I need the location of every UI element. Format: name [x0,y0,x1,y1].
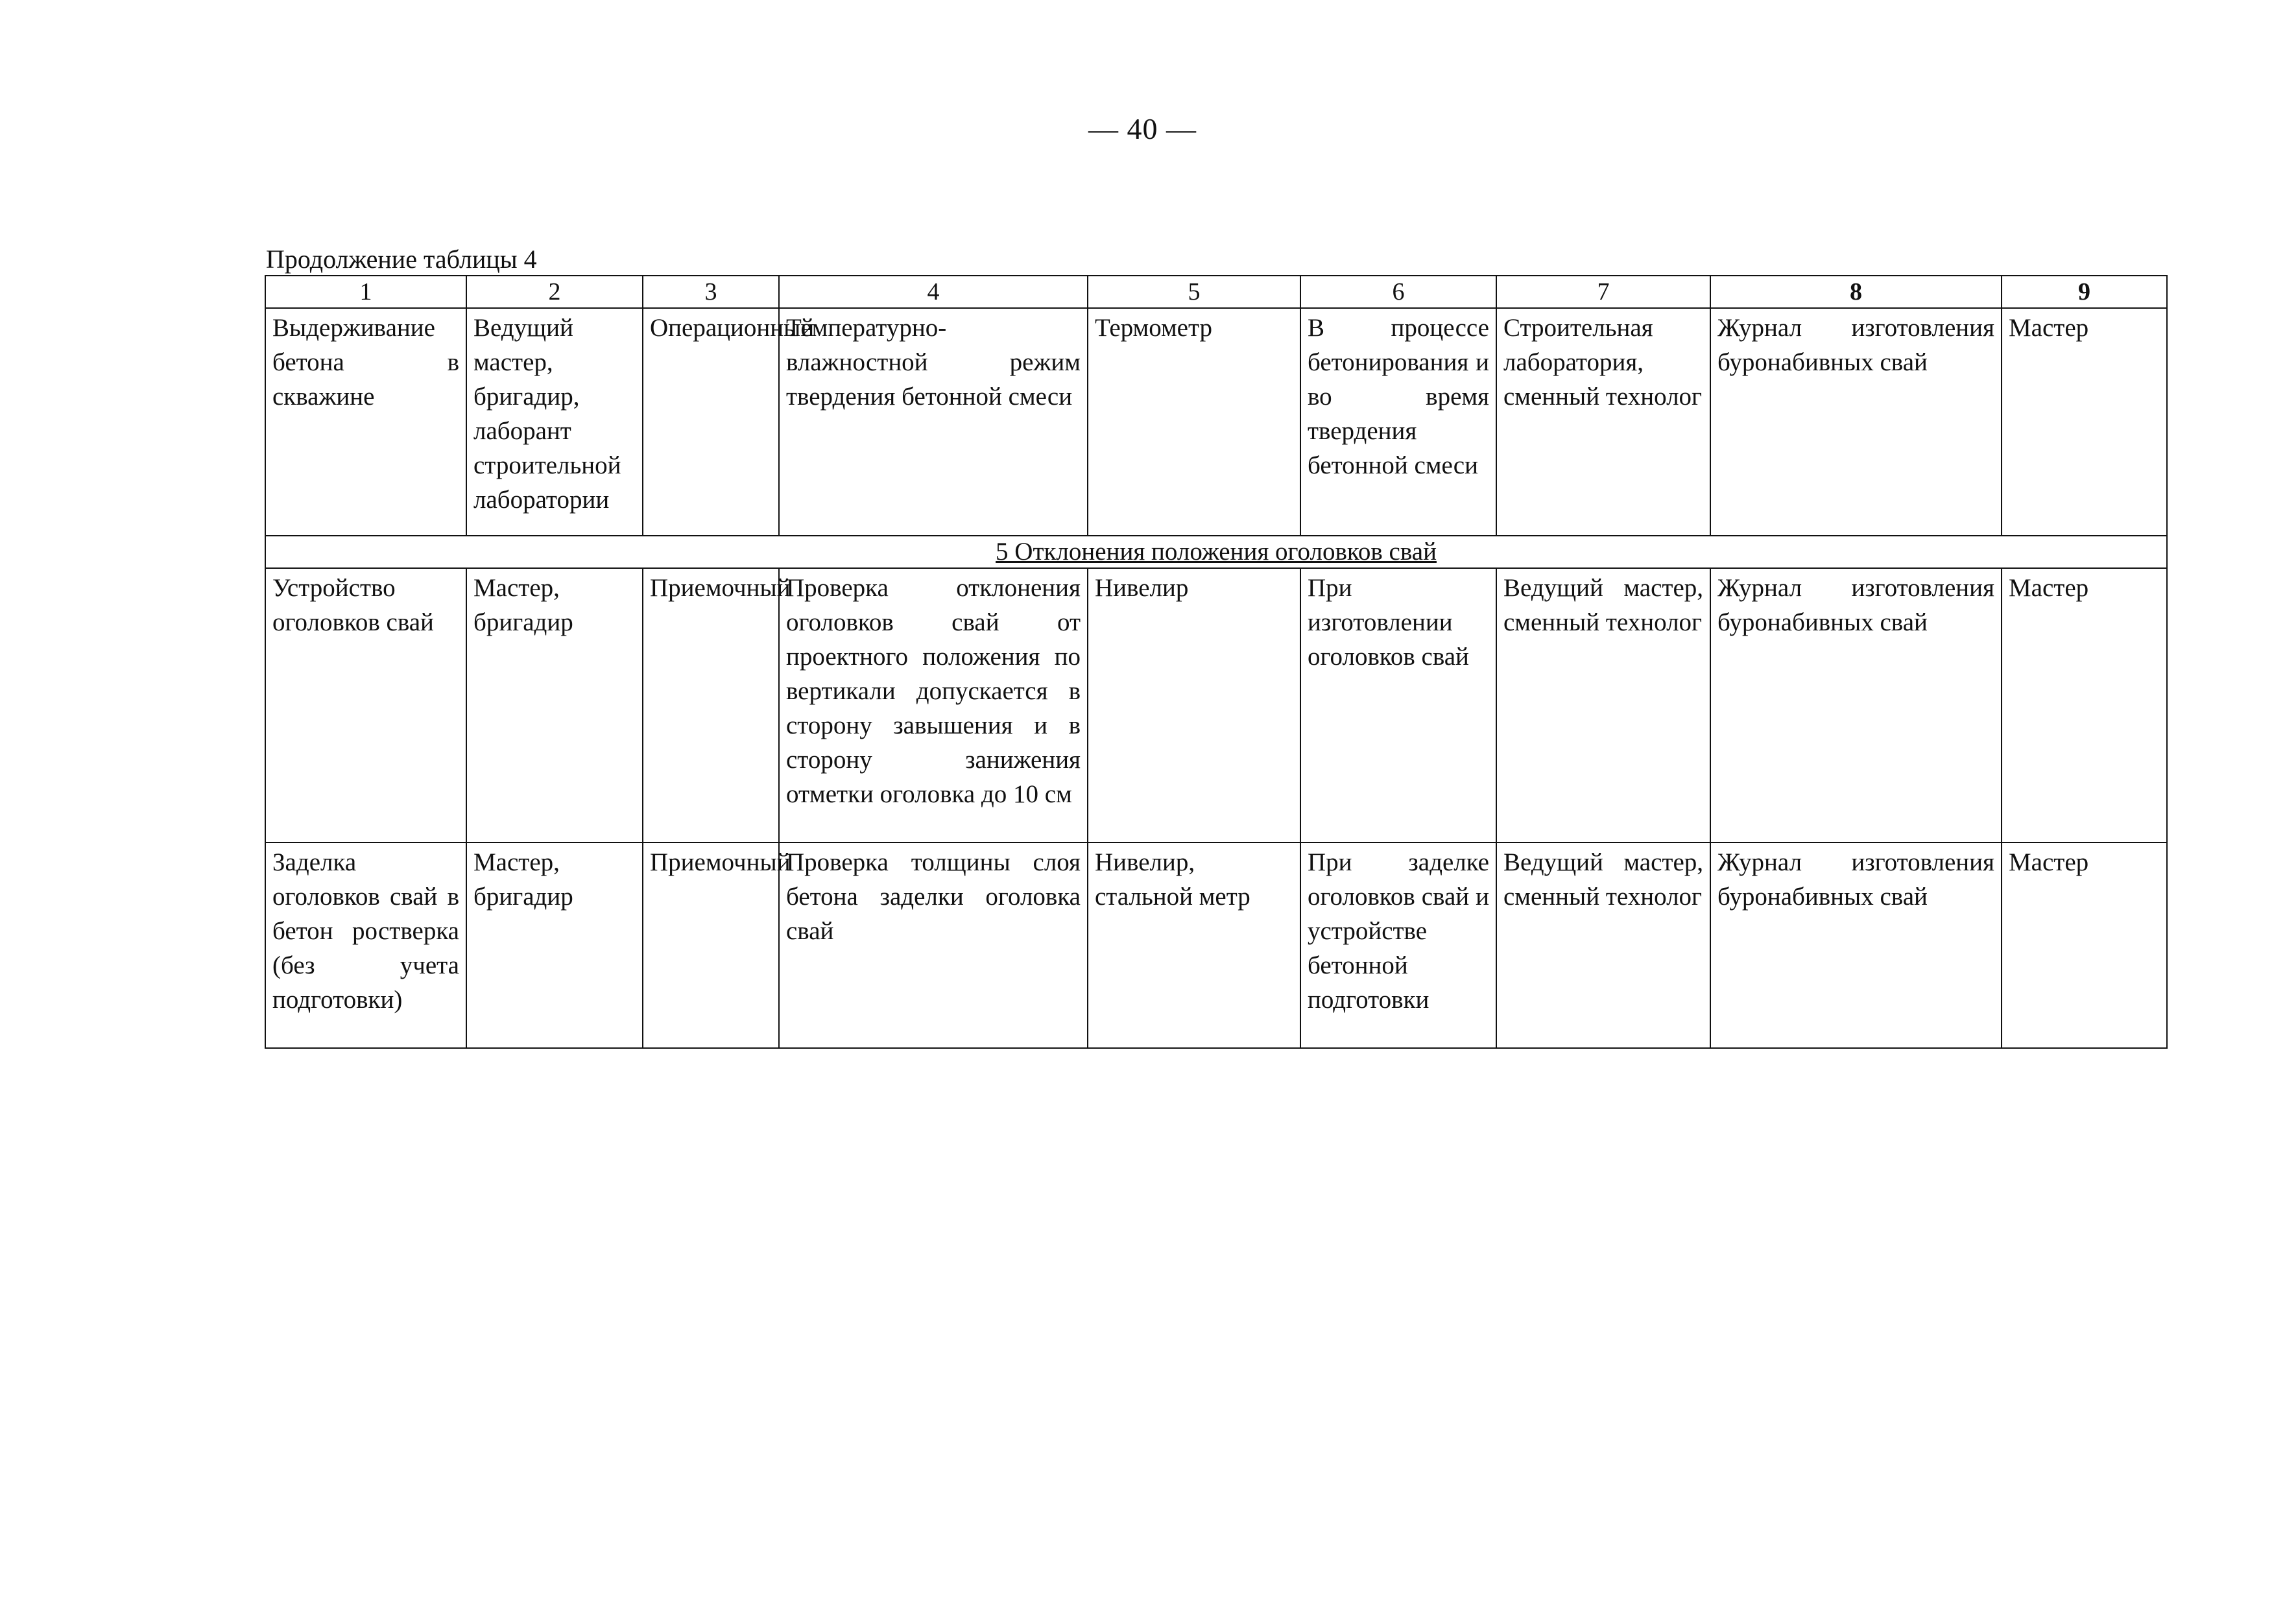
record-cell: Журнал изготовления буронабивных свай [1710,842,2002,1048]
control-type-cell: Приемочный [643,568,779,842]
control-type-cell: Операционный [643,308,779,536]
controller-cell: Мастер, бригадир [466,568,643,842]
responsible-cell: Строительная лаборатория, сменный технолог [1496,308,1710,536]
header-cell: 1 [265,276,466,308]
controller-cell: Мастер, бригадир [466,842,643,1048]
record-cell: Журнал изготовления буронабивных свай [1710,308,2002,536]
page-number: — 40 — [1088,112,1197,145]
control-table [265,275,2168,1049]
header-cell: 7 [1496,276,1710,308]
header-cell: 9 [2002,276,2167,308]
timing-cell: При изготовлении оголовков свай [1300,568,1496,842]
instrument-cell: Нивелир [1088,568,1300,842]
controlled-parameter-cell: Проверка толщины слоя бетона заделки оголовка свай [779,842,1088,1048]
acceptor-cell: Мастер [2002,842,2167,1048]
controlled-parameter-cell: Проверка отклонения оголовков свай от проектного положения по вертикали допускается в сторону завышения и в сторону занижения отметки оголовка до 10 см [779,568,1088,842]
operation-cell: Заделка оголовков свай в бетон ростверка (без учета подготовки) [265,842,466,1048]
table-caption: Продолжение таблицы 4 [266,245,537,274]
header-row [265,276,2167,308]
header-cell: 3 [643,276,779,308]
responsible-cell: Ведущий мастер, сменный технолог [1496,842,1710,1048]
acceptor-cell: Мастер [2002,308,2167,536]
table-row [265,308,2167,536]
responsible-cell: Ведущий мастер, сменный технолог [1496,568,1710,842]
timing-cell: При заделке оголовков свай и устройстве бетонной подготовки [1300,842,1496,1048]
section-row [265,536,2167,568]
header-cell: 5 [1088,276,1300,308]
timing-cell: В процессе бетонирования и во время твердения бетонной смеси [1300,308,1496,536]
acceptor-cell: Мастер [2002,568,2167,842]
instrument-cell: Термометр [1088,308,1300,536]
header-cell: 8 [1710,276,2002,308]
header-cell: 6 [1300,276,1496,308]
instrument-cell: Нивелир, стальной метр [1088,842,1300,1048]
control-type-cell: Приемочный [643,842,779,1048]
operation-cell: Выдерживание бетона в скважине [265,308,466,536]
controlled-parameter-cell: Температурно-влажностной режим твердения бетонной смеси [779,308,1088,536]
record-cell: Журнал изготовления буронабивных свай [1710,568,2002,842]
operation-cell: Устройство оголовков свай [265,568,466,842]
controller-cell: Ведущий мастер, бригадир, лаборант строительной лаборатории [466,308,643,536]
header-cell: 4 [779,276,1088,308]
header-cell: 2 [466,276,643,308]
section-title-cell [265,536,2167,568]
table-row [265,568,2167,842]
section-title: 5 Отклонения положения оголовков свай [996,538,1437,566]
table-row [265,842,2167,1048]
